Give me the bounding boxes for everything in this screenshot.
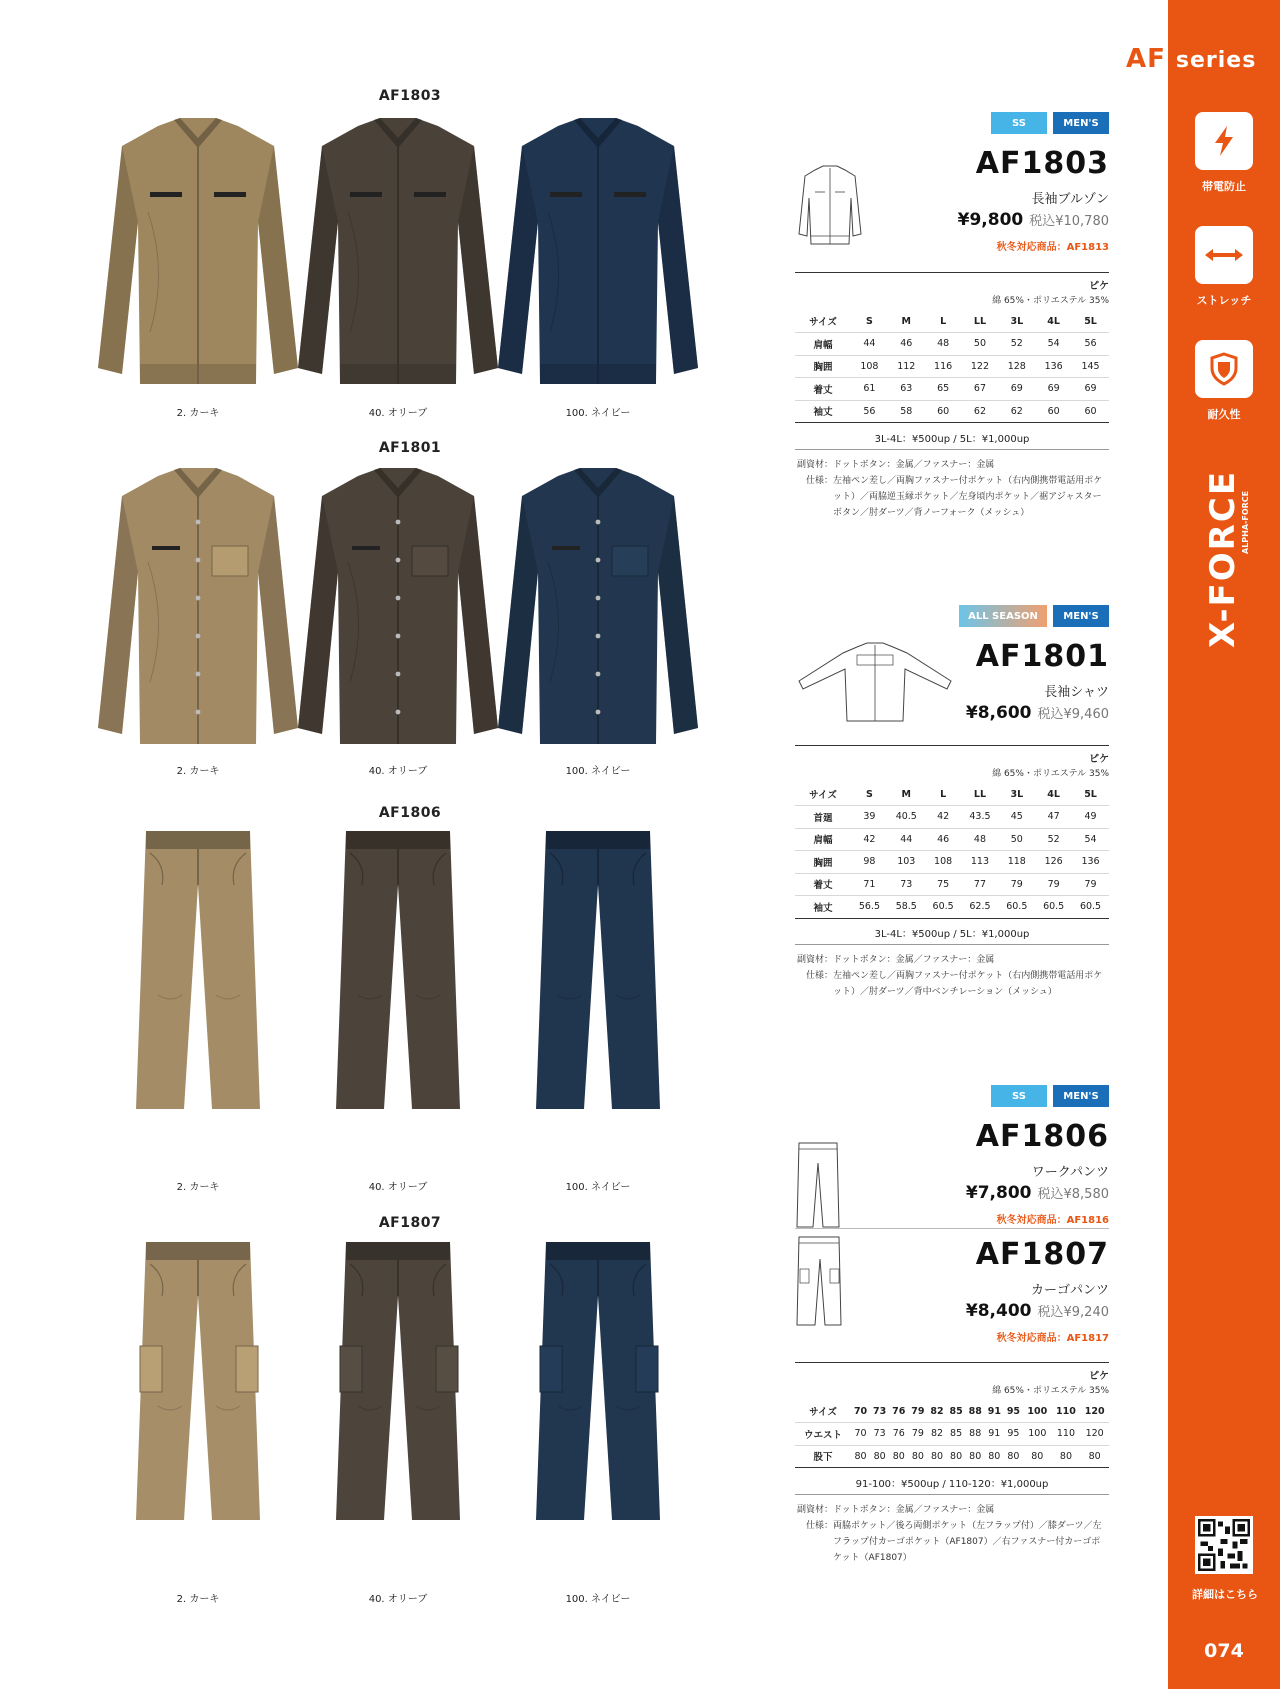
table-cell: 126 [1035,851,1072,874]
fabric-name: ピケ [1089,754,1109,765]
color-caption: 2. カーキ [176,1182,220,1193]
table-cell: 52 [998,333,1035,356]
table-cell: 85 [947,1423,966,1446]
table-cell: 79 [908,1400,927,1423]
price-base: ¥8,600 [965,703,1032,723]
divider [795,1362,1109,1363]
table-cell: 79 [1072,873,1109,896]
cargo-photo [288,1236,508,1530]
svg-text:ALPHA-FORCE: ALPHA-FORCE [1241,490,1250,554]
cargo-photo [488,1236,708,1530]
table-cell: 79 [908,1423,927,1446]
table-cell: 62.5 [962,896,999,919]
table-cell: M [888,310,925,333]
pants-photo [88,825,308,1119]
table-cell: 100 [1023,1400,1052,1423]
table-cell: 113 [962,851,999,874]
table-row [795,400,1109,423]
table-cell: 60 [1035,400,1072,423]
table-cell: 76 [889,1400,908,1423]
table-cell: 69 [1072,378,1109,401]
table-cell: 47 [1035,806,1072,829]
table-cell: 50 [998,828,1035,851]
table-cell: S [851,310,888,333]
season-note: 秋冬対応商品：AF1816 [996,1215,1109,1226]
table-cell: 60.5 [998,896,1035,919]
pants-sketch [795,1141,841,1231]
price-tax: 税込¥10,780 [1029,214,1109,229]
note-row [795,1518,1109,1566]
spec-notes [795,1502,1109,1566]
table-cell: 145 [1072,355,1109,378]
table-cell: 42 [851,828,888,851]
product-code: AF1803 [975,146,1109,181]
table-cell: 54 [1035,333,1072,356]
row-header: 胸囲 [795,851,851,874]
table-cell: 80 [1080,1445,1109,1468]
shirt-photo [288,462,508,756]
table-cell: 5L [1072,310,1109,333]
table-row [795,378,1109,401]
table-cell: M [888,783,925,806]
note-row [795,473,1109,521]
note-value: 両脇ポケット／後ろ両側ポケット（左フラップ付）／膝ダーツ／左フラップ付カーゴポケット（AF1807）／右ファスナー付カーゴポケット（AF1807） [833,1520,1102,1563]
row-header: サイズ [795,1400,851,1423]
table-cell: 73 [888,873,925,896]
color-caption: 40. オリーブ [368,766,428,777]
table-cell: 61 [851,378,888,401]
divider [795,272,1109,273]
badge-mens: MEN'S [1053,1085,1109,1107]
row-header: 袖丈 [795,896,851,919]
table-cell: S [851,783,888,806]
row-header: 着丈 [795,873,851,896]
table-cell: 79 [998,873,1035,896]
upcharge-note: 3L-4L：¥500up / 5L：¥1,000up [874,929,1030,940]
page-number: 074 [1204,1640,1244,1662]
qr-code[interactable] [1195,1516,1253,1574]
note-row [795,952,1109,968]
price [958,210,1109,230]
color-caption: 2. カーキ [176,1594,220,1605]
table-cell: 62 [998,400,1035,423]
qr-pattern-icon [1198,1519,1250,1571]
qr-label: 詳細はこちら [1192,1588,1258,1601]
table-cell: 58 [888,400,925,423]
fabric-composition: 綿 65%・ポリエステル 35% [992,296,1109,306]
feature-label: 帯電防止 [1202,180,1246,193]
divider [795,1494,1109,1495]
table-cell: 88 [966,1400,985,1423]
table-cell: 44 [888,828,925,851]
fabric-name: ピケ [1089,281,1109,292]
table-cell: 82 [927,1400,946,1423]
table-row [795,1423,1109,1446]
note-key: 副資材： [796,459,833,470]
table-cell: 95 [1004,1423,1023,1446]
table-row [795,1400,1109,1423]
table-cell: 43.5 [962,806,999,829]
color-caption: 40. オリーブ [368,1594,428,1605]
table-cell: 80 [966,1445,985,1468]
table-cell: 136 [1072,851,1109,874]
table-cell: 60.5 [925,896,962,919]
upcharge-note: 91-100：¥500up / 110-120：¥1,000up [855,1478,1049,1490]
price-tax: 税込¥9,240 [1037,1305,1109,1320]
table-cell: 56.5 [851,896,888,919]
spec-notes [795,952,1109,1000]
table-cell: 79 [1035,873,1072,896]
fabric-composition: 綿 65%・ポリエステル 35% [992,769,1109,779]
shield-icon [1195,340,1253,398]
note-key: 仕様： [805,1520,833,1531]
color-caption: 100. ネイビー [565,766,631,777]
table-cell: 69 [1035,378,1072,401]
cargo-photo [88,1236,308,1530]
shirt-photo [88,462,308,756]
note-value: ドットボタン：金属／ファスナー：金属 [833,955,995,965]
product-name: カーゴパンツ [1030,1283,1109,1298]
photo-section-title: AF1807 [378,1215,442,1231]
badge-season: SS [991,1085,1047,1107]
brand-logo [1196,462,1252,652]
photo-section-title: AF1806 [378,805,442,821]
row-header: 肩幅 [795,828,851,851]
color-caption: 100. ネイビー [565,1594,631,1605]
spec-af1801 [795,605,1109,745]
badges-af1803 [991,112,1109,134]
series-prefix: AF [1126,44,1166,74]
table-cell: 67 [962,378,999,401]
sidebar [1126,0,1280,1689]
color-caption: 100. ネイビー [565,1182,631,1193]
note-value: ドットボタン：金属／ファスナー：金属 [833,1504,995,1515]
spec-notes [795,457,1109,521]
table-cell: 62 [962,400,999,423]
table-cell: 46 [888,333,925,356]
table-cell: 80 [908,1445,927,1468]
season-note: 秋冬対応商品：AF1813 [996,242,1109,253]
table-cell: 60 [1072,400,1109,423]
table-cell: 128 [998,355,1035,378]
table-cell: 136 [1035,355,1072,378]
table-cell: 77 [962,873,999,896]
note-value: 左袖ペン差し／両胸ファスナー付ポケット（右内側携帯電話用ポケット）／肘ダーツ／背中ベンチレーション（メッシュ） [833,971,1103,997]
table-cell: 58.5 [888,896,925,919]
table-cell: 42 [925,806,962,829]
color-caption: 40. オリーブ [368,408,428,419]
size-table [795,783,1109,919]
divider [795,1228,1109,1229]
feature-durability [1195,340,1253,422]
pants-photo [488,825,708,1119]
table-cell: 110 [1052,1423,1081,1446]
table-cell: 73 [870,1423,889,1446]
table-cell: 112 [888,355,925,378]
note-value: 左袖ペン差し／両胸ファスナー付ポケット（右内側携帯電話用ポケット）／両脇逆玉縁ポケット／左身頃内ポケット／裾アジャスターボタン／肘ダーツ／背ノーフォーク（メッシュ） [833,475,1103,518]
stretch-arrows-icon [1195,226,1253,284]
table-cell: 50 [962,333,999,356]
price-tax: 税込¥8,580 [1037,1187,1109,1202]
table-cell: 3L [998,310,1035,333]
divider [795,745,1109,746]
table-cell: 80 [889,1445,908,1468]
row-header: 首廻 [795,806,851,829]
table-cell: 46 [925,828,962,851]
table-cell: 45 [998,806,1035,829]
product-code: AF1806 [975,1119,1109,1154]
table-cell: 69 [998,378,1035,401]
table-cell: 120 [1080,1423,1109,1446]
price [966,703,1109,723]
table-cell: 49 [1072,806,1109,829]
product-name: 長袖ブルゾン [1031,192,1109,207]
note-value: ドットボタン：金属／ファスナー：金属 [833,459,995,470]
feature-antistatic [1195,112,1253,194]
table-row [795,333,1109,356]
badge-season: SS [991,112,1047,134]
product-code: AF1801 [975,639,1109,674]
upcharge-note: 3L-4L：¥500up / 5L：¥1,000up [874,433,1030,445]
table-cell: 88 [966,1423,985,1446]
row-header: 胸囲 [795,355,851,378]
note-row [795,457,1109,473]
lightning-icon [1195,112,1253,170]
table-cell: 76 [889,1423,908,1446]
price [966,1183,1109,1203]
table-cell: 40.5 [888,806,925,829]
table-cell: 60.5 [1072,896,1109,919]
product-name: 長袖シャツ [1044,685,1109,700]
table-cell: 63 [888,378,925,401]
table-cell: 65 [925,378,962,401]
cargo-pants-sketch [795,1235,845,1329]
row-header: サイズ [795,310,851,333]
badges-af1806 [991,1085,1109,1107]
note-row [795,968,1109,1000]
row-header: 着丈 [795,378,851,401]
product-name: ワークパンツ [1031,1165,1109,1180]
badges-af1801 [959,605,1109,627]
feature-stretch [1195,226,1253,308]
table-cell: 75 [925,873,962,896]
table-row [795,806,1109,829]
divider [795,944,1109,945]
table-row [795,310,1109,333]
table-cell: 85 [947,1400,966,1423]
table-cell: 80 [851,1445,870,1468]
table-cell: 60.5 [1035,896,1072,919]
table-cell: L [925,783,962,806]
table-cell: 60 [925,400,962,423]
table-cell: 80 [1004,1445,1023,1468]
table-row [795,851,1109,874]
row-header: 肩幅 [795,333,851,356]
note-key: 副資材： [796,955,833,965]
product-code: AF1807 [975,1237,1109,1272]
photo-section-title: AF1803 [378,88,442,104]
table-cell: 122 [962,355,999,378]
feature-label: ストレッチ [1196,294,1252,307]
jacket-sketch [795,164,865,252]
jacket-photo [488,112,708,406]
table-cell: 116 [925,355,962,378]
price-base: ¥9,800 [957,210,1024,230]
photo-section-title: AF1801 [378,440,442,456]
price-base: ¥8,400 [965,1301,1032,1321]
row-header: サイズ [795,783,851,806]
row-header: 股下 [795,1445,851,1468]
table-cell: 44 [851,333,888,356]
row-header: 袖丈 [795,400,851,423]
table-cell: 80 [1023,1445,1052,1468]
table-row [795,783,1109,806]
fabric-composition: 綿 65%・ポリエステル 35% [992,1386,1109,1396]
table-row [795,828,1109,851]
table-cell: 70 [851,1423,870,1446]
series-suffix: series [1175,48,1257,73]
jacket-photo [88,112,308,406]
table-cell: 82 [927,1423,946,1446]
table-cell: 48 [962,828,999,851]
table-cell: 71 [851,873,888,896]
badge-season: ALL SEASON [959,605,1047,627]
series-title [1126,44,1280,74]
price [966,1301,1109,1321]
size-table [795,1400,1109,1468]
table-cell: 70 [851,1400,870,1423]
shirt-sketch [795,641,955,723]
table-cell: 91 [985,1400,1004,1423]
table-cell: 54 [1072,828,1109,851]
row-header: ウエスト [795,1423,851,1446]
table-cell: 110 [1052,1400,1081,1423]
badge-mens: MEN'S [1053,112,1109,134]
table-cell: 80 [1052,1445,1081,1468]
table-cell: 39 [851,806,888,829]
price-tax: 税込¥9,460 [1037,707,1109,722]
table-cell: 120 [1080,1400,1109,1423]
table-cell: 118 [998,851,1035,874]
table-cell: 98 [851,851,888,874]
table-cell: 80 [947,1445,966,1468]
pants-photo [288,825,508,1119]
table-cell: 48 [925,333,962,356]
feature-label: 耐久性 [1207,408,1241,421]
fabric-name: ピケ [1089,1371,1109,1382]
table-cell: 73 [870,1400,889,1423]
size-table [795,310,1109,423]
table-cell: 52 [1035,828,1072,851]
jacket-photo [288,112,508,406]
table-row [795,1445,1109,1468]
price-base: ¥7,800 [965,1183,1032,1203]
note-key: 仕様： [805,475,833,486]
table-cell: 100 [1023,1423,1052,1446]
table-row [795,896,1109,919]
table-cell: 4L [1035,783,1072,806]
table-cell: 4L [1035,310,1072,333]
table-cell: 56 [1072,333,1109,356]
table-cell: 56 [851,400,888,423]
color-caption: 100. ネイビー [565,408,631,419]
divider [795,449,1109,450]
shirt-photo [488,462,708,756]
spec-af1806 [795,1085,1109,1345]
table-cell: 91 [985,1423,1004,1446]
table-cell: 95 [1004,1400,1023,1423]
table-cell: 5L [1072,783,1109,806]
table-row [795,355,1109,378]
table-cell: 3L [998,783,1035,806]
note-key: 副資材： [796,1504,833,1515]
table-row [795,873,1109,896]
table-cell: 80 [927,1445,946,1468]
color-caption: 2. カーキ [176,766,220,777]
badge-mens: MEN'S [1053,605,1109,627]
table-cell: LL [962,310,999,333]
svg-text:X-FORCE: X-FORCE [1203,469,1243,648]
season-note: 秋冬対応商品：AF1817 [996,1333,1109,1344]
table-cell: 108 [851,355,888,378]
table-cell: 80 [870,1445,889,1468]
table-cell: LL [962,783,999,806]
table-cell: L [925,310,962,333]
note-key: 仕様： [805,971,833,981]
note-row [795,1502,1109,1518]
table-cell: 103 [888,851,925,874]
color-caption: 40. オリーブ [368,1182,428,1193]
color-caption: 2. カーキ [176,408,220,419]
table-cell: 108 [925,851,962,874]
table-cell: 80 [985,1445,1004,1468]
